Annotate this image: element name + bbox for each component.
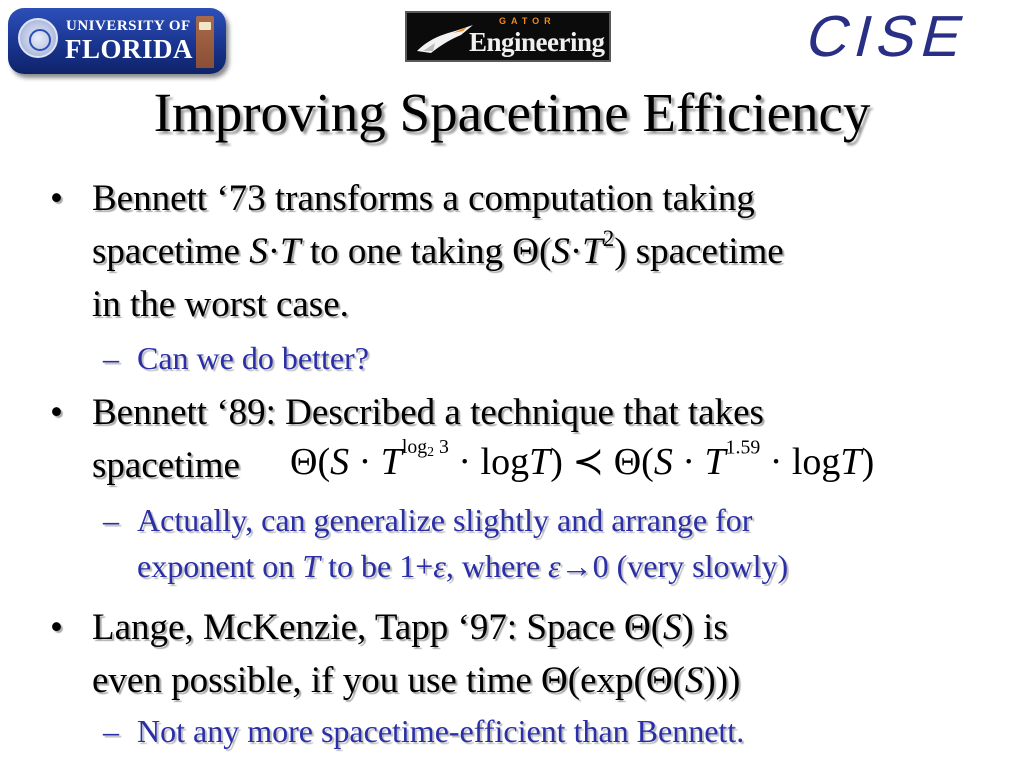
variable-s: S — [663, 607, 682, 648]
multiply-dot: · — [569, 231, 583, 272]
eq-theta-open: Θ( — [290, 441, 331, 483]
bullet-2-line-1 — [50, 386, 764, 439]
sub-bullet-3-text: Not any more spacetime-efficient than Bennett. — [137, 713, 745, 749]
variable-t: T — [280, 231, 301, 272]
sub-bullet-1-text: Can we do better? — [137, 340, 369, 376]
cise-logo: CISE — [800, 4, 976, 69]
bullet-1-line-3: in the worst case. — [92, 284, 349, 325]
variable-s: S — [684, 660, 704, 701]
variable-t: T — [380, 441, 402, 483]
uf-logo-line1: UNIVERSITY OF — [66, 18, 191, 34]
university-of-florida-logo — [8, 8, 226, 74]
variable-s: S — [330, 441, 350, 483]
variable-t: T — [840, 441, 862, 483]
variable-t: T — [704, 441, 726, 483]
sub-bullet-marker: – — [103, 340, 119, 376]
bullet-1-line-1 — [50, 172, 755, 225]
university-seal-icon — [18, 18, 58, 58]
eq-log: · log — [760, 441, 841, 483]
bullet-3-text-1a: Lange, McKenzie, Tapp ‘97: Space Θ( — [92, 607, 664, 648]
variable-t: T — [302, 548, 321, 584]
gator-swoosh-icon — [415, 21, 477, 55]
variable-s: S — [551, 231, 570, 272]
bullet-marker: • — [50, 607, 63, 648]
bullet-2-text-1: Bennett ‘89: Described a technique that takes — [92, 392, 764, 433]
gator-engineering-logo — [405, 11, 611, 62]
bullet-1-text-1: Bennett ‘73 transforms a computation taking — [92, 178, 755, 219]
exp-log: log — [401, 436, 428, 459]
century-tower-icon — [196, 16, 214, 68]
exp-log-base: 2 — [427, 444, 435, 460]
variable-t: T — [582, 231, 603, 272]
multiply-dot: · — [349, 441, 381, 483]
variable-s: S — [249, 231, 268, 272]
sub-bullet-marker: – — [103, 713, 119, 749]
bullet-3-line-2 — [92, 654, 740, 707]
sub-bullet-marker: – — [103, 502, 119, 538]
eq-close: ) — [861, 441, 875, 483]
sub-bullet-3 — [103, 708, 745, 754]
sub-bullet-2-text-2b: to be 1+ — [320, 548, 434, 584]
exponent-log2-3 — [402, 436, 449, 458]
sub-bullet-2-text-2d: →0 (very slowly) — [560, 548, 789, 584]
gator-logo-word: Engineering — [469, 27, 605, 57]
eq-precedes: ) ≺ Θ( — [550, 441, 654, 483]
gator-logo-top-text: GATOR — [499, 16, 556, 26]
bullet-2-line-2: spacetime — [92, 445, 240, 486]
bullet-1-text-2b: to one taking Θ( — [300, 231, 552, 272]
variable-s: S — [653, 441, 673, 483]
exp-log-arg: 3 — [434, 436, 449, 459]
bullet-marker: • — [50, 178, 63, 219]
bullet-1-line-2 — [92, 225, 784, 278]
spacetime-bound-equation — [290, 438, 874, 486]
multiply-dot: · — [267, 231, 281, 272]
slide-title: Improving Spacetime Efficiency — [153, 82, 871, 143]
exponent-1-59: 1.59 — [725, 436, 761, 459]
sub-bullet-2-line-2 — [137, 543, 788, 589]
sub-bullet-2-line-1 — [103, 497, 753, 543]
exponent: 2 — [602, 225, 615, 251]
bullet-3-text-1b: ) is — [681, 607, 728, 648]
bullet-3-text-2a: even possible, if you use time Θ(exp(Θ( — [92, 660, 685, 701]
sub-bullet-2-text-2c: , where — [445, 548, 549, 584]
sub-bullet-1 — [103, 335, 369, 381]
multiply-dot: · — [672, 441, 705, 483]
bullet-1-text-2a: spacetime — [92, 231, 250, 272]
bullet-3-line-1 — [50, 601, 728, 654]
sub-bullet-2-text-2a: exponent on — [137, 548, 303, 584]
uf-logo-line2: FLORIDA — [65, 34, 194, 64]
eq-log: · log — [448, 441, 530, 483]
sub-bullet-2-text-1: Actually, can generalize slightly and arrange for — [137, 502, 753, 538]
variable-t: T — [529, 441, 551, 483]
bullet-marker: • — [50, 392, 63, 433]
variable-epsilon: ε — [433, 548, 446, 584]
bullet-3-text-2b: ))) — [703, 660, 741, 701]
bullet-1-text-2c: ) spacetime — [614, 231, 784, 272]
variable-epsilon: ε — [548, 548, 561, 584]
